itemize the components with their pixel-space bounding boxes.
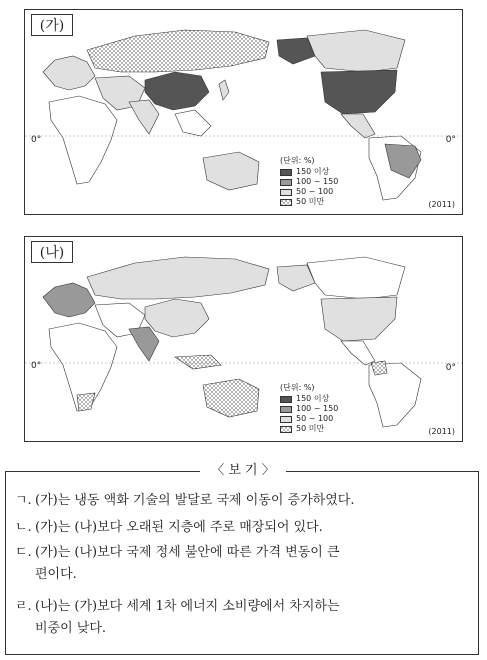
map-legend <box>280 156 338 207</box>
equator-label-right: 0° <box>445 135 456 145</box>
region-usa <box>321 297 397 341</box>
item-mark: ㄷ. <box>15 545 32 560</box>
bogi-item-2 <box>15 517 470 539</box>
item-text-line2: 비중이 낮다. <box>35 621 107 636</box>
panel-label: (나) <box>31 241 73 263</box>
item-mark: ㄴ. <box>15 520 32 535</box>
region-australia <box>203 152 259 190</box>
equator-label-right: 0° <box>445 363 456 373</box>
legend-label: 150 이상 <box>296 167 330 176</box>
bogi-item-4 <box>15 596 470 640</box>
region-usa <box>321 70 397 114</box>
region-europe <box>43 283 95 317</box>
legend-label: 50 미만 <box>296 197 325 206</box>
legend-swatch <box>280 179 292 186</box>
equator-label-left: 0° <box>31 361 42 371</box>
region-russia <box>87 30 269 72</box>
region-japan <box>219 80 229 100</box>
bogi-item-3 <box>15 542 470 586</box>
year-label: (2011) <box>428 200 455 209</box>
region-central-america <box>341 114 375 138</box>
map-panel-ga <box>24 9 463 215</box>
region-europe <box>43 56 95 90</box>
legend-swatch <box>280 199 292 206</box>
legend-label: 100 ~ 150 <box>296 404 339 413</box>
region-china <box>145 72 209 110</box>
region-canada <box>307 30 405 72</box>
item-text: (가)는 냉동 액화 기술의 발달로 국제 이동이 증가하였다. <box>35 493 355 508</box>
region-se-asia <box>175 110 211 136</box>
item-text-line2: 편이다. <box>35 567 77 582</box>
legend-unit: (단위: %) <box>280 156 315 165</box>
world-map-ga <box>25 10 462 214</box>
equator-label-left: 0° <box>31 135 42 145</box>
legend-swatch <box>280 416 292 423</box>
item-mark: ㄹ. <box>15 599 32 614</box>
item-text: (가)는 (나)보다 오래된 지층에 주로 매장되어 있다. <box>35 520 323 535</box>
region-australia <box>203 379 259 417</box>
legend-swatch <box>280 169 292 176</box>
legend-label: 50 미만 <box>296 424 325 433</box>
legend-label: 100 ~ 150 <box>296 177 339 186</box>
region-canada <box>307 257 405 299</box>
map-legend <box>280 383 338 434</box>
legend-swatch <box>280 426 292 433</box>
region-india <box>129 100 159 134</box>
map-panel-na <box>24 236 463 442</box>
legend-label: 50 ~ 100 <box>296 414 334 423</box>
legend-swatch <box>280 189 292 196</box>
legend-swatch <box>280 396 292 403</box>
legend-swatch <box>280 406 292 413</box>
region-central-america <box>341 341 375 365</box>
region-china <box>145 299 209 337</box>
year-label: (2011) <box>428 427 455 436</box>
region-russia <box>87 257 269 299</box>
world-map-na <box>25 237 462 441</box>
legend-label: 150 이상 <box>296 394 330 403</box>
item-mark: ㄱ. <box>15 493 32 508</box>
region-indonesia <box>175 355 221 369</box>
panel-label: (가) <box>31 14 73 36</box>
item-text-line1: (가)는 (나)보다 국제 정세 불안에 따른 가격 변동이 큰 <box>35 545 340 560</box>
bogi-item-1 <box>15 490 470 512</box>
region-south-africa <box>77 393 95 411</box>
bogi-title: 〈 보 기 〉 <box>200 462 286 480</box>
item-text-line1: (나)는 (가)보다 세계 1차 에너지 소비량에서 차지하는 <box>35 599 340 614</box>
region-africa <box>49 96 117 184</box>
legend-label: 50 ~ 100 <box>296 187 334 196</box>
legend-unit: (단위: %) <box>280 383 315 392</box>
region-india <box>129 327 159 361</box>
